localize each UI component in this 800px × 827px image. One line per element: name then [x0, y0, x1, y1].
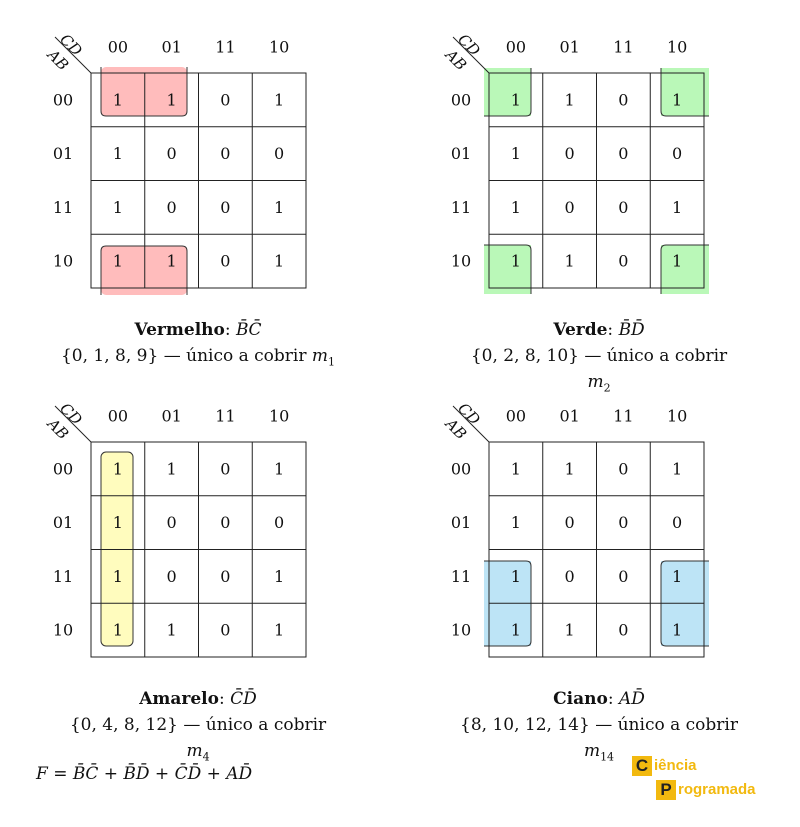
- cell-value: 0: [220, 513, 231, 533]
- cell-value: 0: [618, 513, 629, 533]
- row-header: 11: [52, 566, 74, 586]
- cell-value: 1: [510, 620, 521, 640]
- cell-value: 1: [510, 197, 521, 217]
- row-header: 01: [52, 144, 74, 164]
- cell-value: 1: [510, 144, 521, 164]
- cell-value: 1: [672, 251, 683, 271]
- cell-value: 0: [618, 90, 629, 110]
- cell-value: 0: [220, 459, 231, 479]
- corner-label-ab: AB: [43, 414, 73, 444]
- caption-text: — único a cobrir: [158, 346, 312, 366]
- cell-value: 0: [618, 197, 629, 217]
- caption-expr: AD̄: [618, 689, 645, 709]
- cell-value: 1: [112, 620, 123, 640]
- cell-value: 1: [510, 513, 521, 533]
- col-header: 11: [215, 406, 236, 426]
- caption-expr: B̄D̄: [618, 320, 645, 340]
- cell-value: 1: [510, 251, 521, 271]
- logo-box-p: P: [656, 780, 676, 800]
- caption-name: Verde: [553, 320, 608, 340]
- row-header: 10: [52, 620, 74, 640]
- caption-set: {8, 10, 12, 14}: [460, 715, 590, 735]
- cell-value: 1: [166, 90, 177, 110]
- caption-vermelho: [60, 317, 336, 375]
- cell-value: 1: [112, 251, 123, 271]
- cell-value: 0: [220, 566, 231, 586]
- row-header: 11: [52, 197, 74, 217]
- caption-set: {0, 2, 8, 10}: [470, 346, 579, 366]
- cell-value: 0: [220, 144, 231, 164]
- caption-sub: 2: [603, 381, 611, 395]
- col-header: 11: [613, 406, 634, 426]
- cell-value: 1: [112, 459, 123, 479]
- logo-box-c: C: [632, 756, 652, 776]
- cell-value: 1: [274, 90, 285, 110]
- cell-value: 1: [274, 620, 285, 640]
- cell-value: 0: [166, 513, 177, 533]
- cell-value: 1: [166, 459, 177, 479]
- col-header: 01: [559, 406, 580, 426]
- caption-verde: [458, 317, 740, 401]
- row-header: 00: [450, 90, 472, 110]
- cell-value: 1: [112, 513, 123, 533]
- cell-value: 0: [166, 566, 177, 586]
- cell-value: 1: [112, 90, 123, 110]
- cell-value: 0: [618, 566, 629, 586]
- cell-value: 1: [274, 459, 285, 479]
- cell-value: 1: [672, 197, 683, 217]
- cell-value: 1: [112, 197, 123, 217]
- caption-set: {0, 4, 8, 12}: [69, 715, 178, 735]
- corner-label-ab: AB: [441, 45, 471, 75]
- col-header: 11: [215, 37, 236, 57]
- corner-label-ab: AB: [43, 45, 73, 75]
- row-header: 01: [52, 513, 74, 533]
- caption-sub: 4: [202, 750, 210, 764]
- col-header: 00: [107, 406, 129, 426]
- caption-sub: 14: [600, 750, 615, 764]
- row-header: 10: [52, 251, 74, 271]
- col-header: 10: [666, 406, 688, 426]
- cell-value: 1: [564, 459, 575, 479]
- cell-value: 1: [274, 566, 285, 586]
- cell-value: 0: [220, 620, 231, 640]
- caption-text: — único a cobrir: [177, 715, 327, 735]
- caption-name: Amarelo: [139, 689, 219, 709]
- cell-value: 1: [564, 251, 575, 271]
- cell-value: 0: [220, 251, 231, 271]
- cell-value: 0: [672, 144, 683, 164]
- col-header: 10: [666, 37, 688, 57]
- row-header: 10: [450, 251, 472, 271]
- caption-text: — único a cobrir: [589, 715, 738, 735]
- col-header: 01: [161, 37, 182, 57]
- cell-value: 0: [618, 251, 629, 271]
- final-formula: F = B̄C̄ + B̄D̄ + C̄D̄ + AD̄: [36, 764, 253, 784]
- col-header: 01: [161, 406, 182, 426]
- caption-sep: :: [218, 689, 225, 709]
- cell-value: 1: [510, 90, 521, 110]
- cell-value: 1: [112, 144, 123, 164]
- cell-value: 1: [672, 90, 683, 110]
- row-header: 00: [450, 459, 472, 479]
- caption-expr: B̄C̄: [236, 320, 262, 340]
- col-header: 00: [107, 37, 129, 57]
- cell-value: 0: [618, 459, 629, 479]
- row-header: 10: [450, 620, 472, 640]
- row-header: 01: [450, 513, 472, 533]
- caption-set: {0, 1, 8, 9}: [60, 346, 159, 366]
- cell-value: 0: [274, 144, 285, 164]
- row-header: 00: [52, 90, 74, 110]
- caption-sep: :: [607, 689, 614, 709]
- cell-value: 1: [274, 251, 285, 271]
- caption-m: m: [186, 741, 203, 761]
- caption-sep: :: [607, 320, 614, 340]
- col-header: 01: [559, 37, 580, 57]
- cell-value: 1: [510, 459, 521, 479]
- col-header: 10: [268, 37, 290, 57]
- caption-m: m: [587, 372, 604, 392]
- cell-value: 1: [166, 251, 177, 271]
- caption-m: m: [311, 346, 329, 366]
- caption-sep: :: [224, 320, 231, 340]
- cell-value: 1: [672, 459, 683, 479]
- caption-text: — único a cobrir: [578, 346, 728, 366]
- cell-value: 0: [220, 197, 231, 217]
- caption-name: Vermelho: [134, 320, 225, 340]
- col-header: 11: [613, 37, 634, 57]
- cell-value: 1: [672, 566, 683, 586]
- caption-name: Ciano: [553, 689, 608, 709]
- cell-value: 1: [672, 620, 683, 640]
- corner-label-cd: CD: [56, 30, 86, 60]
- caption-expr: C̄D̄: [230, 689, 257, 709]
- cell-value: 1: [166, 620, 177, 640]
- cell-value: 0: [274, 513, 285, 533]
- row-header: 01: [450, 144, 472, 164]
- corner-label-ab: AB: [441, 414, 471, 444]
- cell-value: 1: [510, 566, 521, 586]
- caption-sub: 1: [328, 355, 336, 369]
- col-header: 00: [505, 37, 527, 57]
- corner-label-cd: CD: [454, 30, 484, 60]
- cell-value: 1: [564, 90, 575, 110]
- cell-value: 0: [166, 197, 177, 217]
- col-header: 00: [505, 406, 527, 426]
- corner-label-cd: CD: [56, 399, 86, 429]
- col-header: 10: [268, 406, 290, 426]
- cell-value: 0: [220, 90, 231, 110]
- row-header: 11: [450, 566, 472, 586]
- cell-value: 0: [618, 144, 629, 164]
- cell-value: 0: [564, 513, 575, 533]
- cell-value: 0: [564, 197, 575, 217]
- cell-value: 0: [672, 513, 683, 533]
- cell-value: 1: [112, 566, 123, 586]
- caption-amarelo: [56, 686, 340, 770]
- logo-text-line2: rogramada: [678, 781, 756, 798]
- cell-value: 0: [564, 566, 575, 586]
- ciencia-programada-logo: [632, 756, 772, 804]
- cell-value: 0: [618, 620, 629, 640]
- cell-value: 0: [166, 144, 177, 164]
- cell-value: 1: [274, 197, 285, 217]
- cell-value: 0: [564, 144, 575, 164]
- caption-m: m: [583, 741, 601, 761]
- row-header: 00: [52, 459, 74, 479]
- cell-value: 1: [564, 620, 575, 640]
- row-header: 11: [450, 197, 472, 217]
- corner-label-cd: CD: [454, 399, 484, 429]
- logo-text-line1: iência: [654, 757, 697, 774]
